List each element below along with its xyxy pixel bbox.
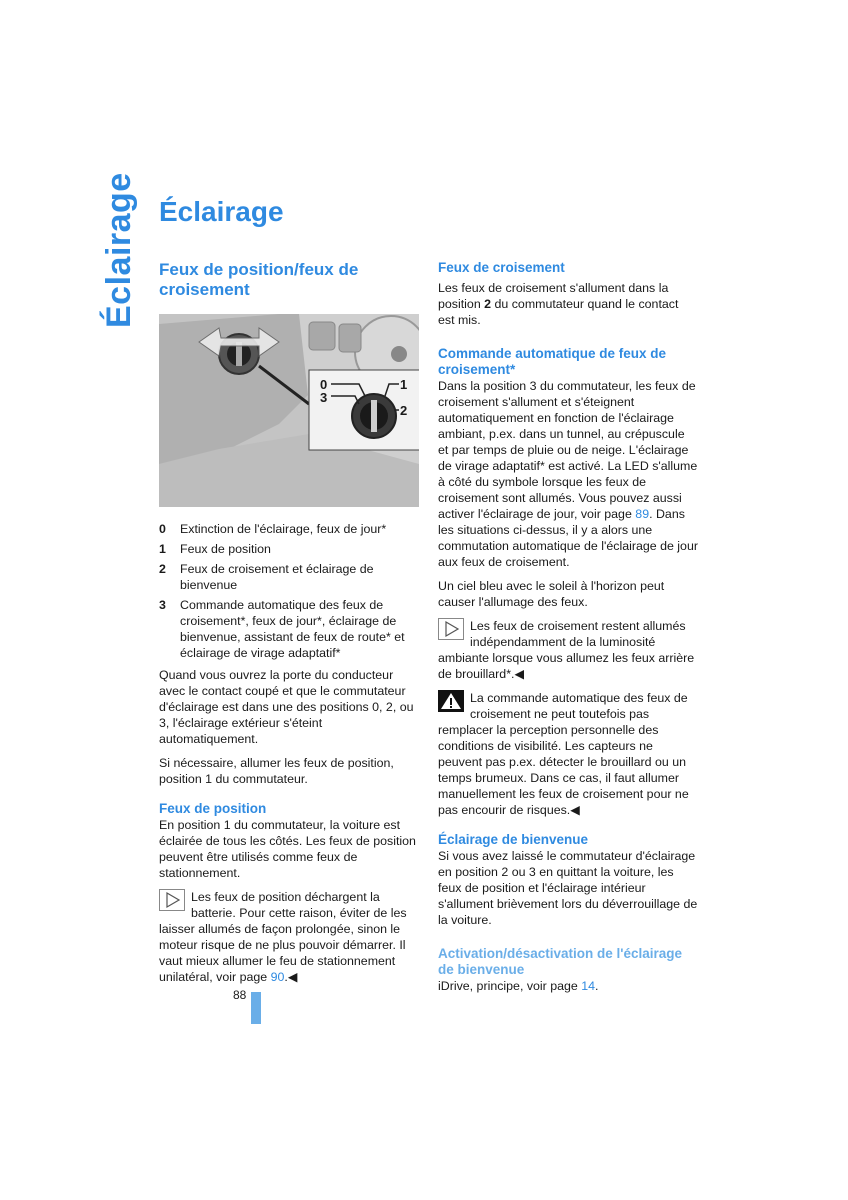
text-fragment: Dans la position 3 du commutateur, les feux de croisement s'allument et s'éteignent automatiquement en fonction de l'éclairage ambiant, p.ex. dans un tunnel, au crépuscule et par temps de pluie ou de neige. L'éclairage de virage adaptatif* est activé. La LED s'allume à côté du symbole lorsque les feux de croisement sont allumés. Vous pouvez aussi activer l'éclairage de jour, voir page (438, 379, 698, 521)
heading-feux-de-position: Feux de position (159, 801, 267, 816)
heading-eclairage-bienvenue: Éclairage de bienvenue (438, 832, 589, 847)
warning-visibilite-text: La commande automatique des feux de croisement ne peut toutefois pas remplacer la perception personnelle des conditions de visibilité. Les capteurs ne peuvent pas p.ex. détecter le brouillard ou un temps brumeux. Dans ce cas, il faut allumer manuellement les feux de croisement pour ne pas encourir de risques.◀ (438, 691, 689, 817)
text-fragment: iDrive, principe, voir page (438, 979, 582, 993)
legend-text: Commande automatique des feux de croisement*, feux de jour*, éclairage de bienvenue, assistant de feux de route* et éclairage de virage adaptatif* (180, 598, 405, 660)
legend-number: 2 (159, 562, 166, 576)
heading-activation-desactivation: Activation/désactivation de l'éclairage de bienvenue (438, 946, 683, 977)
figure-label-2: 2 (400, 403, 408, 418)
figure-label-1: 1 (400, 377, 408, 392)
paragraph-eclairage-bienvenue: Si vous avez laissé le commutateur d'éclairage en position 2 ou 3 en quittant la voiture, les feux de position et l'éclairage intérieur s'allument brièvement lors du déverrouillage de la voiture. (438, 849, 698, 927)
note-end-marker: .◀ (284, 970, 298, 984)
note-triangle-icon (159, 889, 185, 911)
page-title: Éclairage (159, 196, 284, 227)
position-number: 2 (484, 297, 492, 311)
legend-item (159, 597, 419, 661)
legend-text: Extinction de l'éclairage, feux de jour* (180, 522, 387, 536)
page-marker-bar (251, 992, 261, 1024)
right-column (438, 260, 698, 1002)
section-heading-feux-position-croisement: Feux de position/feux de croisement (159, 260, 359, 299)
paragraph-porte-conducteur: Quand vous ouvrez la porte du conducteur avec le contact coupé et que le commutateur d'éclairage est dans une des positions 0, 2, ou 3, l'éclairage extérieur s'éteint automatiquement. (159, 668, 414, 746)
note-triangle-icon (438, 618, 464, 640)
heading-feux-de-croisement: Feux de croisement (438, 260, 565, 275)
legend-text: Feux de position (180, 542, 271, 556)
legend-item (159, 521, 419, 537)
note-batterie-text: Les feux de position déchargent la batterie. Pour cette raison, éviter de les laisser allumés de façon prolongée, sinon le moteur risque de ne plus pouvoir démarrer. Il vaut mieux allumer le feu de stationnement unilatéral, voir page (159, 890, 407, 984)
figure-legend (159, 521, 419, 661)
chapter-side-title-text: Éclairage (100, 172, 138, 328)
chapter-side-title (100, 172, 140, 330)
paragraph-feux-croisement (438, 280, 698, 328)
page-number: 88 (233, 988, 247, 1002)
light-switch-figure (159, 314, 419, 507)
text-fragment: . Dans les situations ci-dessus, il y a alors une commutation automatique de l'éclairage de jour aux feux de croisement. (438, 507, 698, 569)
warning-icon (438, 690, 464, 712)
paragraph-position-1: En position 1 du commutateur, la voiture est éclairée de tous les côtés. Les feux de position peuvent être utilisés comme feux de stationnement. (159, 818, 416, 880)
note-brouillard (438, 618, 698, 682)
page-90-link[interactable]: 90 (270, 970, 285, 984)
paragraph-si-necessaire: Si nécessaire, allumer les feux de position, position 1 du commutateur. (159, 756, 394, 786)
figure-label-3: 3 (320, 390, 328, 405)
text-fragment: . (595, 979, 599, 993)
legend-item (159, 561, 419, 593)
left-column (159, 260, 419, 993)
text-fragment: Les feux de croisement s'allument dans la position (438, 281, 669, 311)
paragraph-ciel-bleu: Un ciel bleu avec le soleil à l'horizon peut causer l'allumage des feux. (438, 579, 665, 609)
legend-item (159, 541, 419, 557)
page-14-link[interactable]: 14 (581, 979, 596, 993)
paragraph-commande-automatique (438, 378, 698, 570)
paragraph-idrive (438, 978, 698, 994)
text-fragment: du commutateur quand le contact est mis. (438, 297, 679, 327)
figure-label-0: 0 (320, 377, 328, 392)
heading-commande-automatique: Commande automatique de feux de croisement* (438, 346, 667, 377)
legend-text: Feux de croisement et éclairage de bienvenue (180, 562, 374, 592)
page-89-link[interactable]: 89 (635, 507, 650, 521)
note-batterie (159, 889, 419, 985)
note-brouillard-text: Les feux de croisement restent allumés indépendamment de la luminosité ambiante lorsque vous allumez les feux arrière de brouillard*.◀ (438, 619, 695, 681)
warning-visibilite (438, 690, 698, 818)
legend-number: 1 (159, 542, 166, 556)
legend-number: 3 (159, 598, 166, 612)
legend-number: 0 (159, 522, 166, 536)
light-switch-illustration (159, 314, 419, 507)
